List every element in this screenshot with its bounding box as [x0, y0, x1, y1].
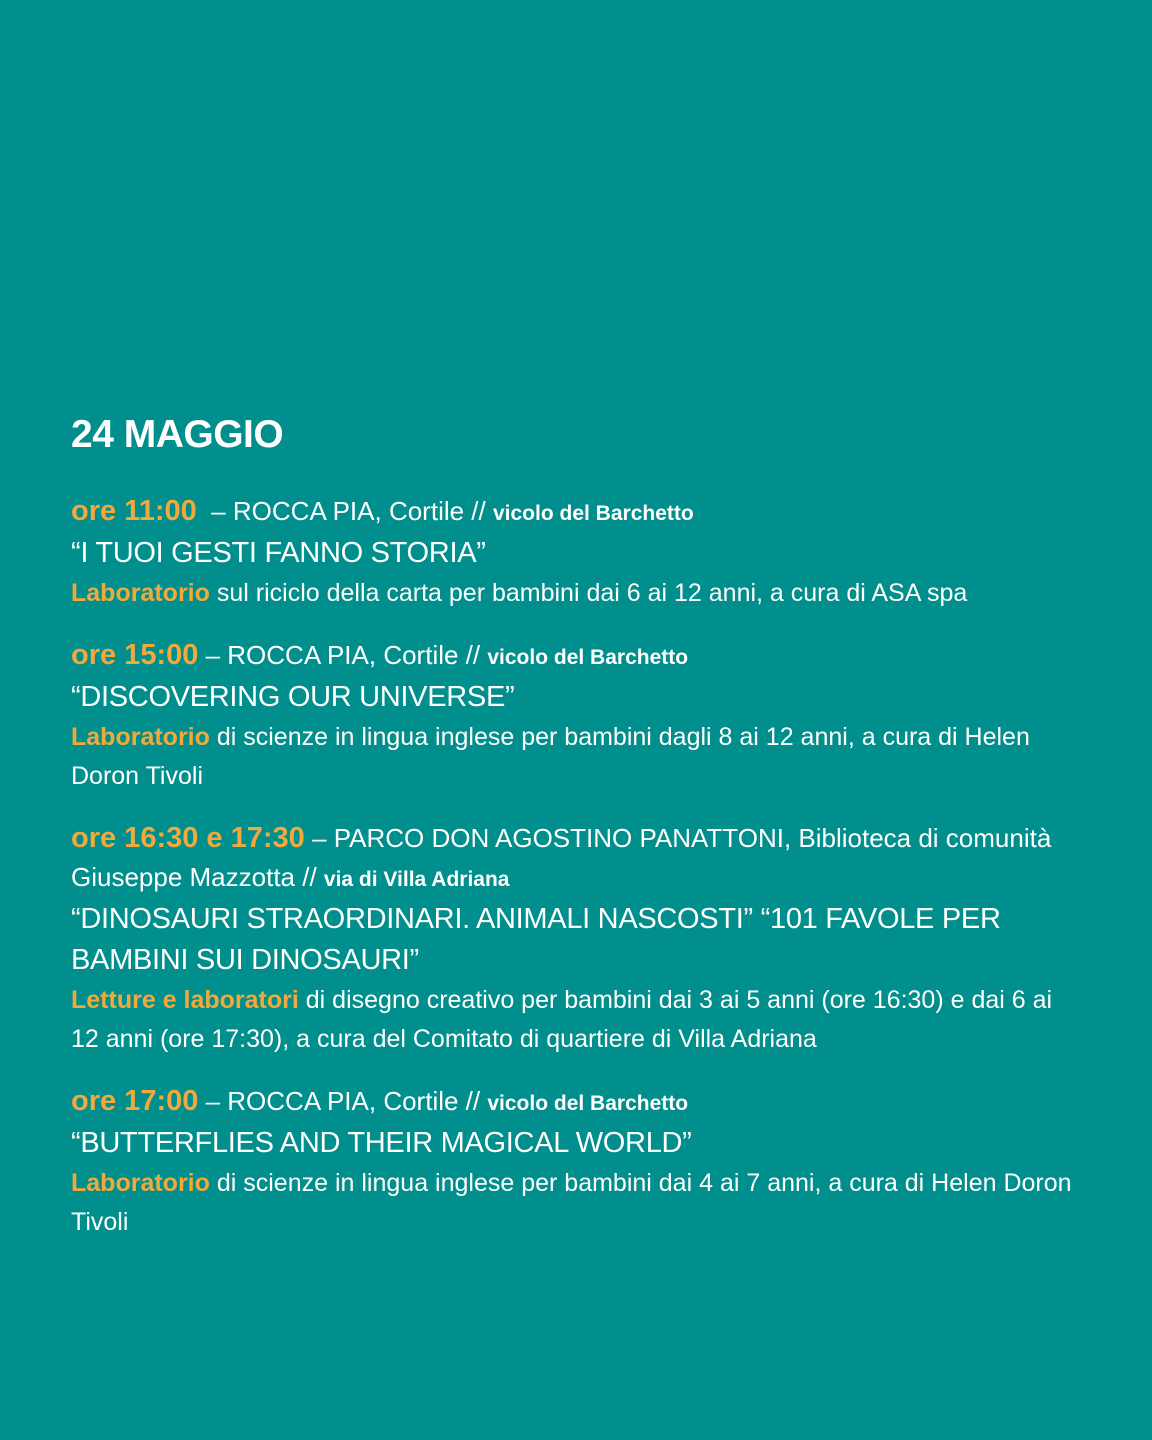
event-place: ROCCA PIA, Cortile //: [227, 640, 488, 670]
event-time: ore 15:00: [71, 639, 199, 671]
event-item: [71, 636, 1081, 796]
event-item: [71, 492, 1081, 613]
event-description: [71, 718, 1081, 796]
event-address: vicolo del Barchetto: [487, 1092, 689, 1115]
event-title: “BUTTERFLIES AND THEIR MAGICAL WORLD”: [71, 1127, 692, 1159]
event-separator: –: [304, 823, 334, 853]
event-description-text: di scienze in lingua inglese per bambini dagli 8 ai 12 anni, a cura di Helen Doron Tivoli: [71, 723, 1030, 790]
event-separator: –: [198, 640, 228, 670]
event-time-location: [71, 819, 1081, 899]
event-address: via di Villa Adriana: [323, 868, 510, 891]
event-separator: –: [198, 1086, 228, 1116]
event-item: [71, 1082, 1081, 1242]
event-description: [71, 1164, 1081, 1242]
event-place: PARCO DON AGOSTINO PANATTONI, Biblioteca di comunità Giuseppe Mazzotta //: [71, 823, 1052, 892]
event-time: ore 17:00: [71, 1085, 199, 1117]
event-place: ROCCA PIA, Cortile //: [227, 1086, 488, 1116]
date-heading: 24 MAGGIO: [71, 413, 284, 456]
event-time-location: [71, 492, 1081, 533]
program-page: [71, 411, 1081, 1265]
event-item: [71, 819, 1081, 1059]
event-time-location: [71, 636, 1081, 677]
event-address: vicolo del Barchetto: [492, 502, 694, 525]
event-time-location: [71, 1082, 1081, 1123]
event-description: [71, 981, 1081, 1059]
event-title: “DINOSAURI STRAORDINARI. ANIMALI NASCOSTI” “101 FAVOLE PER BAMBINI SUI DINOSAURI”: [71, 903, 1001, 976]
event-separator: –: [196, 496, 233, 526]
event-description-text: sul riciclo della carta per bambini dai 6 ai 12 anni, a cura di ASA spa: [209, 579, 968, 607]
event-time: ore 16:30 e 17:30: [71, 822, 305, 854]
event-description: [71, 574, 1081, 613]
event-address: vicolo del Barchetto: [487, 646, 689, 669]
event-title: “I TUOI GESTI FANNO STORIA”: [71, 537, 486, 569]
event-kind: Letture e laboratori: [71, 986, 299, 1014]
event-kind: Laboratorio: [71, 579, 210, 607]
event-description-text: di scienze in lingua inglese per bambini dai 4 ai 7 anni, a cura di Helen Doron Tivoli: [71, 1169, 1072, 1236]
event-description-text: di disegno creativo per bambini dai 3 ai 5 anni (ore 16:30) e dai 6 ai 12 anni (ore 17:30), a cura del Comitato di quartiere di Villa Adriana: [71, 986, 1053, 1053]
event-title: “DISCOVERING OUR UNIVERSE”: [71, 681, 515, 713]
event-time: ore 11:00: [71, 495, 197, 527]
event-kind: Laboratorio: [71, 723, 210, 751]
event-place: ROCCA PIA, Cortile //: [232, 496, 493, 526]
event-kind: Laboratorio: [71, 1169, 210, 1197]
